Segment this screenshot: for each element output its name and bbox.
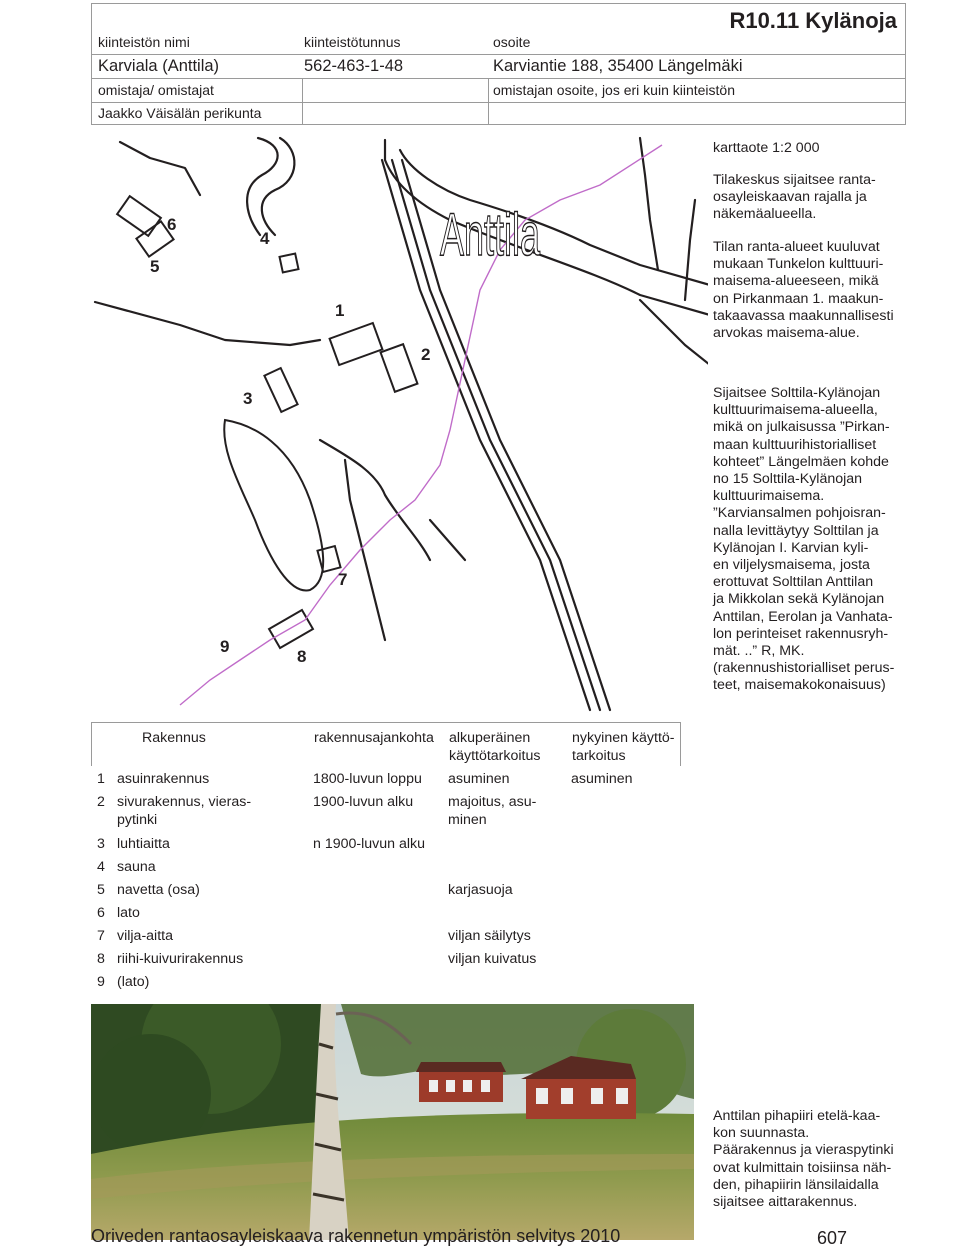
property-header (91, 3, 906, 125)
row-building-name: luhtiaitta (117, 836, 170, 852)
row-building-name: (lato) (117, 974, 150, 990)
map-label-9: 9 (220, 637, 230, 656)
map-road (685, 200, 695, 300)
row-building-name: riihi-kuivurirakennus (117, 951, 244, 967)
row-number: 3 (97, 836, 105, 852)
map-label-5: 5 (150, 257, 160, 276)
building-7-shape (317, 546, 340, 572)
table-body (91, 766, 681, 992)
map-field-edge (345, 460, 385, 640)
col-original-use: alkuperäinen käyttötarkoitus (449, 730, 541, 764)
row-building-name: sauna (117, 859, 156, 875)
map-scale: karttaote 1:2 000 (713, 140, 820, 156)
building-6-shape (117, 196, 161, 236)
row-original-use: asuminen (448, 771, 510, 787)
table-row (91, 877, 681, 900)
label-address: osoite (493, 34, 531, 50)
map-label-3: 3 (243, 389, 253, 408)
owner-name: Jaakko Väisälän perikunta (98, 105, 262, 121)
map-label-6: 6 (167, 215, 177, 234)
buildings-table (91, 722, 681, 992)
col-building: Rakennus (142, 730, 206, 746)
row-number: 9 (97, 974, 105, 990)
col-construction-time: rakennusajankohta (314, 730, 434, 746)
map-label-8: 8 (297, 647, 307, 666)
map-label-4: 4 (260, 229, 270, 248)
row-building-name: asuinrakennus (117, 771, 210, 787)
row-number: 6 (97, 905, 105, 921)
row-number: 1 (97, 771, 105, 787)
photo-caption: Anttilan pihapiiri etelä-kaa- kon suunnasta. Päärakennus ja vieraspytinki ovat kulmittain toisiinsa näh- den, pihapiirin länsilaidalla sijaitsee aittarakennus. (713, 1108, 894, 1211)
description-para-1: Tilakeskus sijaitsee ranta- osayleiskaavan rajalla ja näkemäalueella. (713, 172, 876, 223)
row-construction-time: 1900-luvun alku (313, 794, 414, 810)
label-owner-address: omistajan osoite, jos eri kuin kiinteistön (493, 82, 736, 98)
divider (92, 54, 905, 55)
divider (302, 78, 303, 124)
table-row (91, 789, 681, 831)
map-road (247, 138, 278, 235)
col-current-use: nykyinen käyttö- tarkoitus (572, 730, 675, 764)
property-boundary (180, 145, 662, 705)
row-number: 5 (97, 882, 105, 898)
map-road (640, 300, 708, 365)
row-current-use: asuminen (571, 771, 633, 787)
property-id: 562-463-1-48 (304, 57, 404, 75)
building-4-shape (280, 254, 299, 273)
footer-title: Oriveden rantaosayleiskaava rakennetun ympäristön selvitys 2010 (91, 1226, 621, 1246)
map-place-name: Anttila (440, 201, 541, 268)
map-field-edge (430, 520, 465, 560)
table-row (91, 923, 681, 946)
table-header (91, 722, 681, 766)
map-buildings (117, 196, 417, 648)
row-original-use: karjasuoja (448, 882, 513, 898)
site-map (88, 135, 708, 715)
label-property-id: kiinteistötunnus (304, 34, 401, 50)
page-code: R10.11 Kylänoja (729, 8, 897, 33)
property-name: Karviala (Anttila) (98, 57, 220, 75)
farmyard-photo (91, 1004, 694, 1240)
row-building-name: navetta (osa) (117, 882, 200, 898)
row-building-name: sivurakennus, vieras- pytinki (117, 794, 252, 828)
table-row (91, 766, 681, 789)
table-row (91, 854, 681, 877)
map-label-1: 1 (335, 301, 345, 320)
map-field-edge (320, 440, 430, 560)
row-building-name: lato (117, 905, 140, 921)
page-number: 607 (817, 1228, 848, 1248)
row-number: 7 (97, 928, 105, 944)
row-number: 2 (97, 794, 105, 810)
table-row (91, 900, 681, 923)
map-road (385, 140, 708, 315)
table-row (91, 969, 681, 992)
description-para-2: Tilan ranta-alueet kuuluvat mukaan Tunkelon kulttuuri- maisema-alueeseen, mikä on Pirkanmaan 1. maakun- takaavassa maakunnallisesti arvokas maisema-alue. (713, 239, 894, 342)
photo-house-left (416, 1062, 506, 1102)
description-para-3: Sijaitsee Solttila-Kylänojan kulttuurimaisema-alueella, mikä on julkaisussa ”Pirkan- maan kulttuurihistorialliset kohteet” Längelmäen kohde no 15 Solttila-Kylänojan kulttuurimaisema. ”Karviansalmen pohjoisran- nalla levittäytyy Solttilan ja Kylänojan I. Karvian kyli- en viljelysmaisema, josta erottuvat Solttilan Anttilan ja Mikkolan sekä Kylänojan Anttilan, Eerolan ja Vanhata- lon perinteiset rakennusryh- mät. ..” R, MK. (rakennushistorialliset perus- teet, maisemakokonaisuus) (713, 385, 895, 694)
row-building-name: vilja-aitta (117, 928, 173, 944)
building-2-shape (381, 344, 418, 392)
table-row (91, 946, 681, 969)
row-original-use: viljan säilytys (448, 928, 531, 944)
map-road (120, 142, 200, 195)
row-number: 8 (97, 951, 105, 967)
divider (92, 102, 905, 103)
building-7-area (224, 420, 323, 590)
table-row (91, 831, 681, 854)
row-original-use: majoitus, asu- minen (448, 794, 537, 828)
row-construction-time: n 1900-luvun alku (313, 836, 426, 852)
row-construction-time: 1800-luvun loppu (313, 771, 422, 787)
map-label-7: 7 (338, 570, 348, 589)
row-number: 4 (97, 859, 105, 875)
divider (488, 78, 489, 124)
label-property-name: kiinteistön nimi (98, 34, 190, 50)
building-3-shape (264, 368, 297, 412)
label-owner: omistaja/ omistajat (98, 82, 214, 98)
divider (92, 78, 905, 79)
building-8-shape (269, 610, 313, 648)
map-label-2: 2 (421, 345, 431, 364)
row-original-use: viljan kuivatus (448, 951, 537, 967)
map-road (95, 302, 320, 345)
property-address: Karviantie 188, 35400 Längelmäki (493, 57, 743, 75)
building-1-shape (330, 323, 383, 365)
